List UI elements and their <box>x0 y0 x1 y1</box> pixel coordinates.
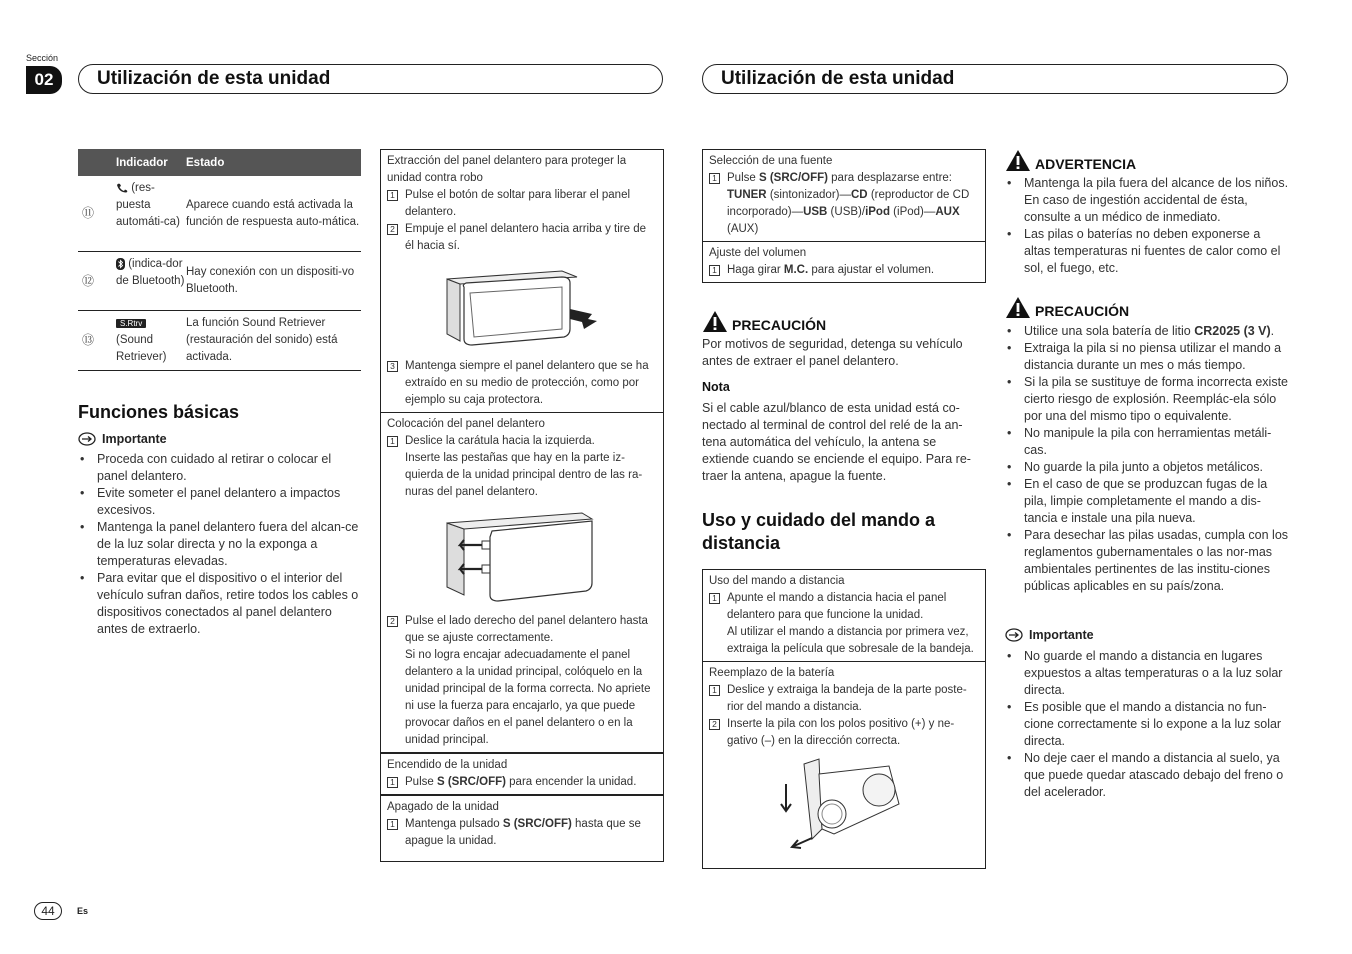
bateria-title: Reemplazo de la batería <box>709 667 835 679</box>
advertencia-heading: ADVERTENCIA <box>1005 149 1136 172</box>
uso-block <box>703 570 985 662</box>
extraccion-block <box>381 150 663 413</box>
auto-answer-icon <box>116 183 128 193</box>
attach-panel-figure <box>387 501 657 613</box>
important-heading-2: Importante <box>1005 628 1094 642</box>
nota-label: Nota <box>702 380 730 394</box>
step: 1 Pulse S (SRC/OFF) para encender la unidad. <box>387 774 657 791</box>
advertencia-list <box>1005 175 1289 277</box>
list-item: • No guarde el mando a distancia en lugares expuestos a altas temperaturas o a la luz solar directa. <box>1005 648 1289 699</box>
encendido-block <box>381 753 663 795</box>
warning-icon <box>702 310 728 333</box>
step: 1 Pulse el botón de soltar para liberar el panel delantero. <box>387 187 657 221</box>
row-number: ⑬ <box>82 333 95 347</box>
row-indicator: (res-puesta automáti-ca) <box>116 182 180 228</box>
step: 1 Pulse S (SRC/OFF) para desplazarse entre: TUNER (sintonizador)—CD (reproductor de CD incorporado)—USB (USB)/iPod (iPod)—AUX (AUX) <box>709 170 979 238</box>
row-number: ⑫ <box>82 273 95 288</box>
source-volume-box <box>702 149 986 283</box>
list-item: • Mantenga la pila fuera del alcance de los niños. En caso de ingestión accidental de ésta, consulte a un médico de inmediato. <box>1005 175 1289 226</box>
bateria-block <box>703 662 985 851</box>
list-item: • Evite someter el panel delantero a impactos excesivos. <box>78 485 363 519</box>
list-item: • Proceda con cuidado al retirar o colocar el panel delantero. <box>78 451 363 485</box>
section-label: Sección <box>26 53 59 63</box>
apagado-title: Apagado de la unidad <box>387 801 499 813</box>
bluetooth-icon <box>116 258 125 270</box>
indicator-table-header <box>78 149 361 176</box>
sound-retriever-badge: S.Rtrv <box>116 319 146 328</box>
section-number-badge: 02 <box>26 66 62 94</box>
remove-panel-illustration <box>442 259 602 354</box>
panel-procedures-box <box>380 149 664 862</box>
list-item: • En el caso de que se produzcan fugas de la pila, limpie completamente el mando a dis-tancia e instale una pila nueva. <box>1005 476 1291 527</box>
list-item: • Extraiga la pila si no piensa utilizar el mando a distancia durante un mes o más tiempo. <box>1005 340 1291 374</box>
step: 1 Haga girar M.C. para ajustar el volumen. <box>709 262 979 279</box>
colocacion-block <box>381 413 663 753</box>
list-item: • Si la pila se sustituye de forma incorrecta existe cierto riesgo de explosión. Reemplác-ela sólo por una del mismo tipo o equivalente. <box>1005 374 1291 425</box>
header-right: Utilización de esta unidad <box>702 64 1288 94</box>
table-row <box>78 252 361 311</box>
step: 1 Apunte el mando a distancia hacia el panel delantero para que funcione la unidad. Al utilizar el mando a distancia por primera vez, extraiga la película que sobresale de la bandeja. <box>709 590 979 658</box>
step: 2 Inserte la pila con los polos positivo (+) y ne-gativo (–) en la dirección correcta. <box>709 716 979 750</box>
funciones-title: Funciones básicas <box>78 402 240 422</box>
remove-panel-figure <box>387 255 657 358</box>
volumen-title: Ajuste del volumen <box>709 247 807 259</box>
important-list-2 <box>1005 648 1289 801</box>
precaucion-list <box>1005 323 1291 595</box>
list-item: • No guarde la pila junto a objetos metálicos. <box>1005 459 1291 476</box>
row-estado: La función Sound Retriever (restauración del sonido) está activada. <box>186 317 338 363</box>
uso-title: Uso y cuidado del mando a distancia <box>702 510 936 553</box>
page-number: 44 <box>34 902 62 920</box>
step: 1 Deslice la carátula hacia la izquierda. Inserte las pestañas que hay en la parte iz-quierda de la unidad principal dentro de las ra-nuras del panel delantero. <box>387 433 657 501</box>
col-estado: Estado <box>186 156 225 169</box>
header-left: Utilización de esta unidad <box>78 64 663 94</box>
precaucion-text: Por motivos de seguridad, detenga su vehículo antes de extraer el panel delantero. <box>702 337 963 368</box>
step: 3 Mantenga siempre el panel delantero que se ha extraído en su medio de protección, como por ejemplo su caja protectora. <box>387 358 657 409</box>
important-heading: Importante <box>78 432 167 446</box>
step: 1 Mantenga pulsado S (SRC/OFF) hasta que se apague la unidad. <box>387 816 657 850</box>
attach-panel-illustration <box>442 505 602 605</box>
page-language: Es <box>77 906 89 916</box>
step: 2 Empuje el panel delantero hacia arriba y tire de él hacia sí. <box>387 221 657 255</box>
precaucion-heading-2: PRECAUCIÓN <box>1005 296 1129 319</box>
step: 1 Deslice y extraiga la bandeja de la parte poste-rior del mando a distancia. <box>709 682 979 716</box>
list-item: • Para desechar las pilas usadas, cumpla con los reglamentos gubernamentales o las nor-mas ambientales pertinentes de las institu-ciones públicas aplicables en su país/zona. <box>1005 527 1291 595</box>
col-indicator: Indicador <box>116 156 168 169</box>
row-number: ⑪ <box>82 206 95 220</box>
row-indicator: (indica-dor de Bluetooth) <box>116 258 185 287</box>
table-row <box>78 176 361 252</box>
list-item: • No manipule la pila con herramientas metáli-cas. <box>1005 425 1291 459</box>
volumen-block <box>703 242 985 282</box>
list-item: • Para evitar que el dispositivo o el interior del vehículo sufran daños, retire todos los cables o dispositivos conectados al panel delantero antes de extraerlo. <box>78 570 363 638</box>
list-item: • Es posible que el mando a distancia no fun-cione correctamente si lo expone a la luz solar directa. <box>1005 699 1289 750</box>
important-icon <box>1005 628 1025 642</box>
uso-box-title: Uso del mando a distancia <box>709 575 845 587</box>
remote-box <box>702 569 986 869</box>
apagado-block <box>381 795 663 853</box>
colocacion-title: Colocación del panel delantero <box>387 418 545 430</box>
row-estado: Hay conexión con un dispositi-vo Bluetooth. <box>186 266 355 295</box>
list-item: • Las pilas o baterías no deben exponerse a altas temperaturas ni fuentes de calor como el sol, el fuego, etc. <box>1005 226 1289 277</box>
table-row <box>78 311 361 371</box>
fuente-title: Selección de una fuente <box>709 155 833 167</box>
fuente-block <box>703 150 985 242</box>
funciones-list <box>78 451 363 638</box>
precaucion-heading: PRECAUCIÓN <box>702 310 826 333</box>
list-item: • Mantenga la panel delantero fuera del alcan-ce de la luz solar directa y no la exponga a temperaturas elevadas. <box>78 519 363 570</box>
important-icon <box>78 432 98 446</box>
battery-illustration <box>774 754 914 850</box>
warning-icon <box>1005 149 1031 172</box>
nota-text: Si el cable azul/blanco de esta unidad está co-nectado al terminal de control del relé de la an-tena automática del vehículo, la antena se extiende cuando se enciende el equipo. Para re-traer la antena, apague la fuente. <box>702 401 971 483</box>
warning-icon <box>1005 296 1031 319</box>
row-estado: Aparece cuando está activada la función de respuesta auto-mática. <box>186 198 360 228</box>
extraccion-title: Extracción del panel delantero para proteger la unidad contra robo <box>387 155 627 184</box>
battery-figure <box>709 750 979 848</box>
list-item: • No deje caer el mando a distancia al suelo, ya que puede quedar atascado debajo del freno o del acelerador. <box>1005 750 1289 801</box>
step: 2 Pulse el lado derecho del panel delantero hasta que se ajuste correctamente. Si no logra encajar adecuadamente el panel delantero a la unidad principal, colóquelo en la unidad principal de la forma correcta. No apriete ni use la fuerza para encajarlo, ya que puede provocar daños en el panel delantero o en la unidad principal. <box>387 613 657 749</box>
list-item: • Utilice una sola batería de litio CR2025 (3 V). <box>1005 323 1291 340</box>
indicator-table <box>78 149 361 371</box>
row-indicator: S.Rtrv (Sound Retriever) <box>116 319 167 363</box>
encendido-title: Encendido de la unidad <box>387 759 508 771</box>
